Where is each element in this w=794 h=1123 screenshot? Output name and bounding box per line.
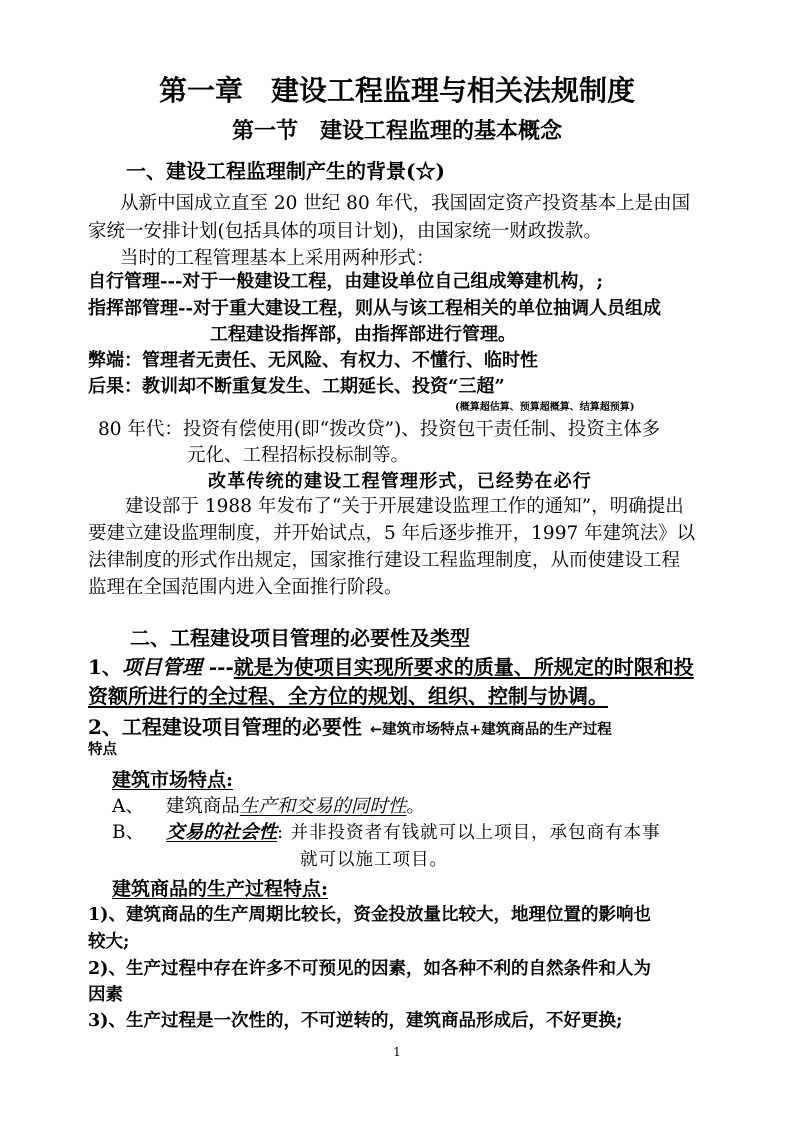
product-feature-3: 3)、生产过程是一次性的，不可逆转的，建筑商品形成后，不好更换; xyxy=(88,1011,623,1031)
feature-b-label: B、 xyxy=(112,822,145,843)
market-feature-b xyxy=(112,824,661,843)
item1-dash: --- xyxy=(201,655,234,679)
product-feature-2: 2)、生产过程中存在许多不可预见的因素，如各种不利的自然条件和人为 xyxy=(88,959,651,979)
feature-a-label: A、 xyxy=(112,796,144,817)
management-form-command: 指挥部管理--对于重大建设工程，则从与该工程相关的单位抽调人员组成 xyxy=(88,298,661,319)
paragraph-line: 家统一安排计划(包括具体的项目计划)，由国家统一财政拨款。 xyxy=(88,221,602,242)
chapter-title: 第一章 建设工程监理与相关法规制度 xyxy=(158,74,635,107)
market-features-title: 建筑市场特点: xyxy=(112,769,234,791)
item2-note-cont: 特点 xyxy=(88,742,117,758)
part2-heading: 二、工程建设项目管理的必要性及类型 xyxy=(130,626,470,650)
product-feature-2-cont: 因素 xyxy=(88,985,123,1005)
paragraph-line: 要建立建设监理制度，并开始试点，5 年后逐步推开，1997 年建筑法》以 xyxy=(88,523,696,544)
product-features-title: 建筑商品的生产过程特点: xyxy=(112,878,329,900)
section-title: 第一节 建设工程监理的基本概念 xyxy=(231,118,562,144)
part1-heading: 一、建设工程监理制产生的背景(☆) xyxy=(126,159,445,183)
market-feature-a xyxy=(112,798,425,817)
feature-a-suffix: 。 xyxy=(406,796,425,817)
product-feature-1: 1)、建筑商品的生产周期比较长，资金投放量比较大，地理位置的影响也 xyxy=(88,905,651,925)
feature-a-emphasis: 生产和交易的同时性 xyxy=(239,796,407,817)
feature-b-text: : 并非投资者有钱就可以上项目，承包商有本事 xyxy=(277,823,661,843)
reform-line: 改革传统的建设工程管理形式，已经势在必行 xyxy=(208,471,592,492)
item1-definition: 就是为使项目实现所要求的质量、所规定的时限和投 xyxy=(233,655,694,679)
item1-line xyxy=(88,657,694,677)
eighties-line-cont: 元化、工程招标投标制等。 xyxy=(187,445,410,466)
consequence-line: 后果：教训却不断重复发生、工期延长、投资“三超” xyxy=(88,376,505,397)
management-form-self: 自行管理---对于一般建设工程，由建设单位自己组成筹建机构，; xyxy=(88,271,604,292)
feature-a-prefix: 建筑商品 xyxy=(165,796,240,817)
item2-title: 2、工程建设项目管理的必要性 xyxy=(88,715,362,739)
feature-b-emphasis: 交易的社会性 xyxy=(166,822,278,843)
management-form-command-cont: 工程建设指挥部，由指挥部进行管理。 xyxy=(210,324,516,345)
item2-note: ←建筑市场特点+建筑商品的生产过程 xyxy=(369,722,612,738)
page-number: 1 xyxy=(393,1045,401,1059)
paragraph-line: 法律制度的形式作出规定，国家推行建设工程监理制度，从而使建设工程 xyxy=(88,550,681,571)
item1-term: 项目管理 xyxy=(121,655,202,679)
drawbacks-line: 弊端：管理者无责任、无风险、有权力、不懂行、临时性 xyxy=(88,350,538,371)
paragraph-line: 建设部于 1988 年发布了“关于开展建设监理工作的通知”，明确提出 xyxy=(125,496,684,517)
paragraph-line: 从新中国成立直至 20 世纪 80 年代，我国固定资产投资基本上是由国 xyxy=(120,193,691,214)
product-feature-1-cont: 较大; xyxy=(88,932,130,952)
eighties-line: 80 年代：投资有偿使用(即“拨改贷”)、投资包干责任制、投资主体多 xyxy=(98,419,661,440)
item1-definition-cont: 资额所进行的全过程、全方位的规划、组织、控制与协调。 xyxy=(88,684,608,708)
feature-b-text-cont: 就可以施工项目。 xyxy=(300,850,448,870)
paragraph-line: 监理在全国范围内进入全面推行阶段。 xyxy=(88,577,403,598)
paragraph-line: 当时的工程管理基本上采用两种形式： xyxy=(120,248,435,269)
three-overruns-note: (概算超估算、预算超概算、结算超预算) xyxy=(455,402,635,413)
item2-line xyxy=(88,717,612,738)
item1-number: 1、 xyxy=(88,655,122,679)
